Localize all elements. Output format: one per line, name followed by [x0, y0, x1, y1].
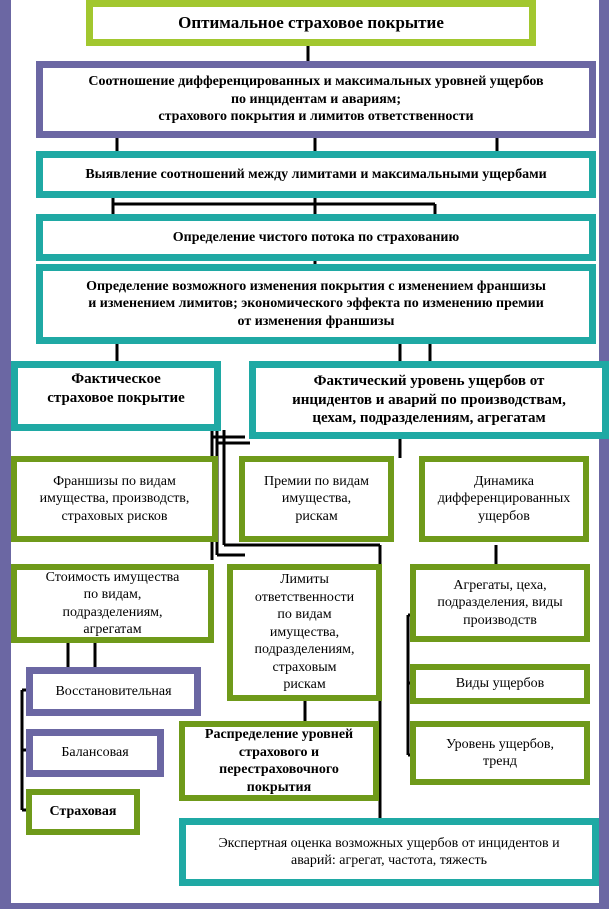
- node-net-flow: Определение чистого потока по страхованию: [36, 214, 596, 261]
- node-franchise: Франшизы по видам имущества, производств, страховых рисков: [11, 456, 218, 542]
- node-coverage-change: Определение возможного изменения покрытия с изменением франшизы и изменением лимитов; экономического эффекта по изменению премии от изменения франшизы: [36, 264, 596, 344]
- node-actual-coverage: Фактическое страховое покрытие: [11, 361, 221, 431]
- node-expert-assessment: Экспертная оценка возможных ущербов от инцидентов и аварий: агрегат, частота, тяжесть: [179, 818, 599, 886]
- node-damage-level: Уровень ущербов, тренд: [410, 721, 590, 785]
- node-limits-ratio: Выявление соотношений между лимитами и максимальными ущербами: [36, 151, 596, 198]
- node-balance: Балансовая: [26, 729, 164, 777]
- node-ratio: Соотношение дифференцированных и максимальных уровней ущербов по инцидентам и авариям; страхового покрытия и лимитов ответственности: [36, 61, 596, 138]
- node-actual-damage: Фактический уровень ущербов от инцидентов и аварий по производствам, цехам, подразделениям, агрегатам: [249, 361, 609, 439]
- node-insurance: Страховая: [26, 789, 140, 835]
- node-units: Агрегаты, цеха, подразделения, виды производств: [410, 564, 590, 642]
- node-premiums: Премии по видам имущества, рискам: [239, 456, 394, 542]
- node-distribution: Распределение уровней страхового и перестраховочного покрытия: [179, 721, 379, 801]
- node-restoration: Восстановительная: [26, 667, 201, 716]
- node-damage-types: Виды ущербов: [410, 664, 590, 704]
- node-property-value: Стоимость имущества по видам, подразделениям, агрегатам: [11, 564, 214, 643]
- node-optimal-coverage: Оптимальное страховое покрытие: [86, 0, 536, 46]
- node-damage-dynamics: Динамика дифференцированных ущербов: [419, 456, 589, 542]
- node-liability-limits: Лимиты ответственности по видам имущества, подразделениям, страховым рискам: [227, 564, 382, 701]
